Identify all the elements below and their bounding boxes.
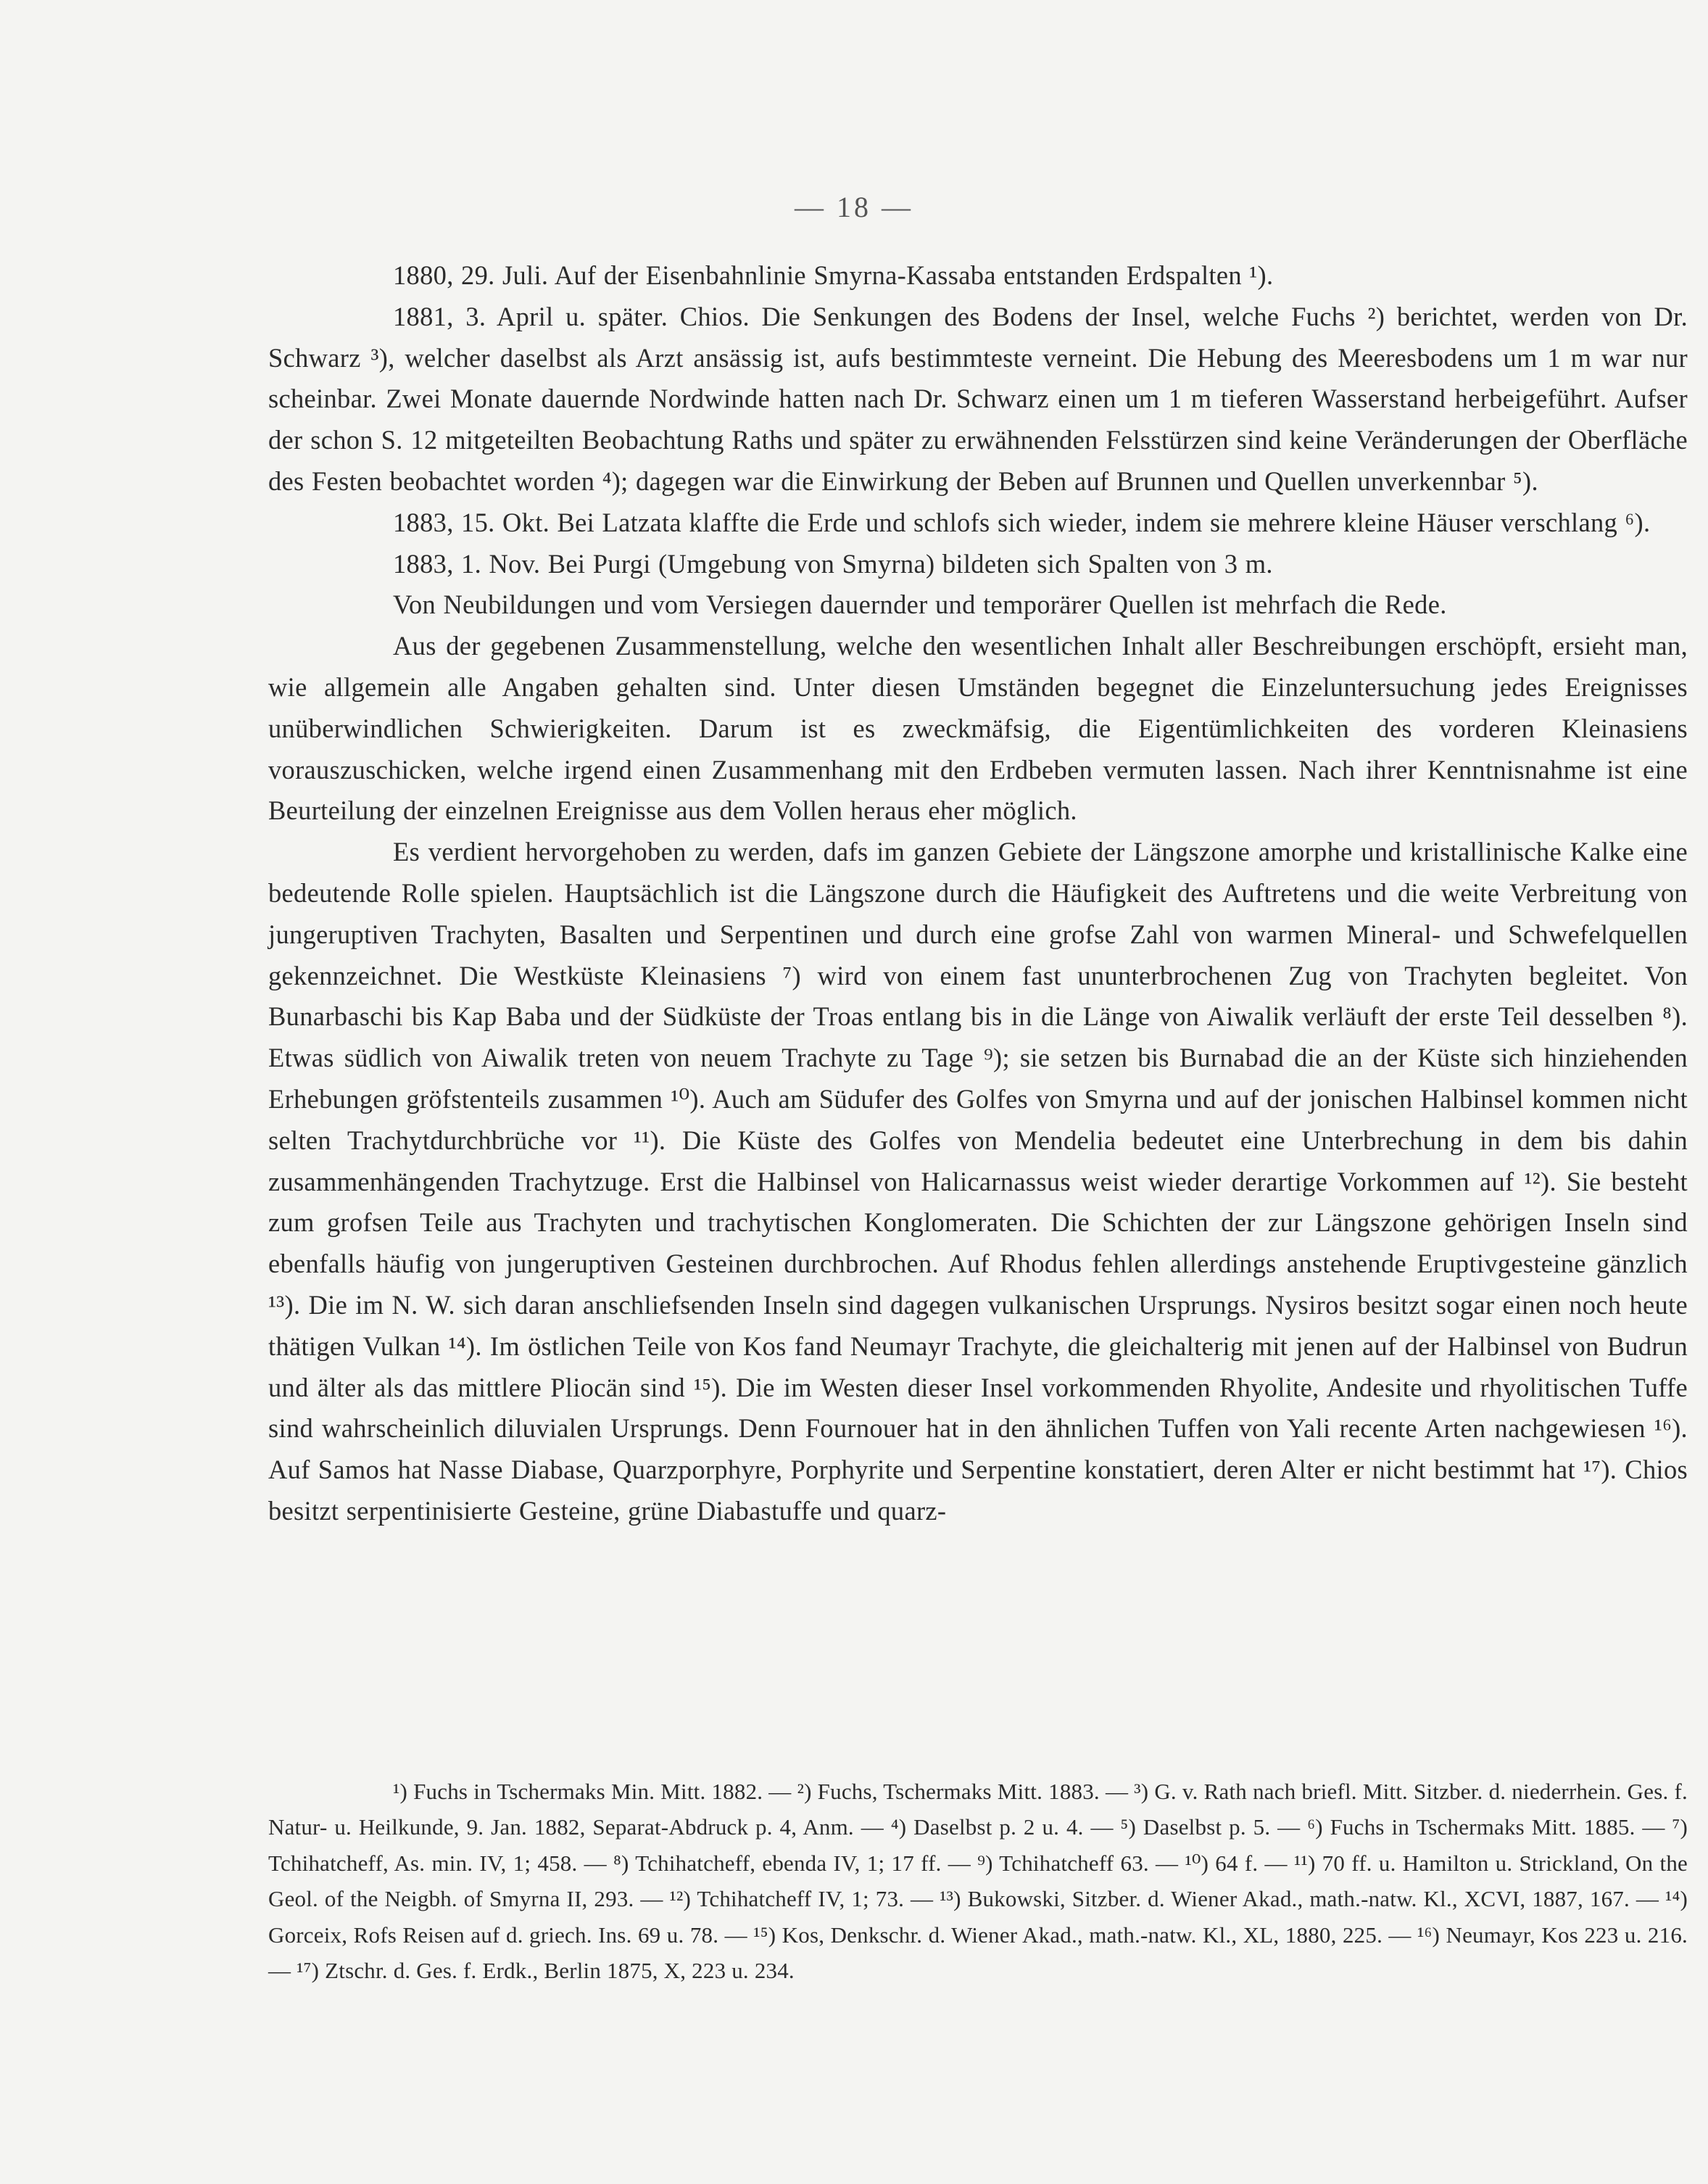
paragraph-1880: 1880, 29. Juli. Auf der Eisenbahnlinie Smyrna-Kassaba entstanden Erdspalten ¹). <box>393 260 1274 290</box>
page-number: — 18 — <box>795 191 913 223</box>
paragraph-neubildungen: Von Neubildungen und vom Versiegen dauernder und temporärer Quellen ist mehrfach die Rede. <box>393 590 1447 620</box>
footnotes: ¹) Fuchs in Tschermaks Min. Mitt. 1882. — ²) Fuchs, Tschermaks Mitt. 1883. — ³) G. v. Rath nach briefl. Mitt. Sitzber. d. niederrhein. Ges. f. Natur- u. Heilkunde, 9. Jan. 1882, Separat-Abdruck p. 4, Anm. — ⁴) Daselbst p. 2 u. 4. — ⁵) Daselbst p. 5. — ⁶) Fuchs in Tschermaks Mitt. 1885. — ⁷) Tchihatcheff, As. min. IV, 1; 458. — ⁸) Tchihatcheff, ebenda IV, 1; 17 ff. — ⁹) Tchihatcheff 63. — ¹⁰) 64 f. — ¹¹) 70 ff. u. Hamilton u. Strickland, On the Geol. of the Neigbh. of Smyrna II, 293. — ¹²) Tchihatcheff IV, 1; 73. — ¹³) Bukowski, Sitzber. d. Wiener Akad., math.-natw. Kl., XCVI, 1887, 167. — ¹⁴) Gorceix, Rofs Reisen auf d. griech. Ins. 69 u. 78. — ¹⁵) Kos, Denkschr. d. Wiener Akad., math.-natw. Kl., XL, 1880, 225. — ¹⁶) Neumayr, Kos 223 u. 216. — ¹⁷) Ztschr. d. Ges. f. Erdk., Berlin 1875, X, 223 u. 234. <box>268 1779 1688 1984</box>
paragraph-1881: 1881, 3. April u. später. Chios. Die Senkungen des Bodens der Insel, welche Fuchs ²) berichtet, werden von Dr. Schwarz ³), welcher daselbst als Arzt ansässig ist, aufs bestimmteste verneint. Die Hebung des Meeresbodens um 1 m war nur scheinbar. Zwei Monate dauernde Nordwinde hatten nach Dr. Schwarz einen um 1 m tieferen Wasserstand herbeigeführt. Aufser der schon S. 12 mitgeteilten Beobachtung Raths und später zu erwähnenden Felsstürzen sind keine Veränderungen der Oberfläche des Festen beobachtet worden ⁴); dagegen war die Einwirkung der Beben auf Brunnen und Quellen unverkennbar ⁵). <box>268 301 1688 496</box>
paragraph-laengszone: Es verdient hervorgehoben zu werden, dafs im ganzen Gebiete der Längszone amorphe und kristallinische Kalke eine bedeutende Rolle spielen. Hauptsächlich ist die Längszone durch die Häufigkeit des Auftretens und die weite Verbreitung von jungeruptiven Trachyten, Basalten und Serpentinen und durch eine grofse Zahl von warmen Mineral- und Schwefelquellen gekennzeichnet. Die Westküste Kleinasiens ⁷) wird von einem fast ununterbrochenen Zug von Trachyten begleitet. Von Bunarbaschi bis Kap Baba und der Südküste der Troas entlang bis in die Länge von Aiwalik verläuft der erste Teil desselben ⁸). Etwas südlich von Aiwalik treten von neuem Trachyte zu Tage ⁹); sie setzen bis Burnabad die an der Küste sich hinziehenden Erhebungen gröfstenteils zusammen ¹⁰). Auch am Südufer des Golfes von Smyrna und auf der jonischen Halbinsel kommen nicht selten Trachytdurchbrüche vor ¹¹). Die Küste des Golfes von Mendelia bedeutet eine Unterbrechung in dem bis dahin zusammenhängenden Trachytzuge. Erst die Halbinsel von Halicarnassus weist wieder derartige Vorkommen auf ¹²). Sie besteht zum grofsen Teile aus Trachyten und trachytischen Konglomeraten. Die Schichten der zur Längszone gehörigen Inseln sind ebenfalls häufig von jungeruptiven Gesteinen durchbrochen. Auf Rhodus fehlen allerdings anstehende Eruptivgesteine gänzlich ¹³). Die im N. W. sich daran anschliefsenden Inseln sind dagegen vulkanischen Ursprungs. Nysiros besitzt sogar einen noch heute thätigen Vulkan ¹⁴). Im östlichen Teile von Kos fand Neumayr Trachyte, die gleichalterig mit jenen auf der Halbinsel von Budrun und älter als das mittlere Pliocän sind ¹⁵). Die im Westen dieser Insel vorkommenden Rhyolite, Andesite und rhyolitischen Tuffe sind wahrscheinlich diluvialen Ursprungs. Denn Fournouer hat in den ähnlichen Tuffen von Yali recente Arten nachgewiesen ¹⁶). Auf Samos hat Nasse Diabase, Quarzporphyre, Porphyrite und Serpentine konstatiert, deren Alter er nicht bestimmt hat ¹⁷). Chios besitzt serpentinisierte Gesteine, grüne Diabastuffe und quarz- <box>268 837 1688 1526</box>
paragraph-1883-okt: 1883, 15. Okt. Bei Latzata klaffte die Erde und schlofs sich wieder, indem sie mehrere kleine Häuser verschlang ⁶). <box>393 507 1651 537</box>
body-text <box>268 255 1688 1532</box>
paragraph-zusammenstellung: Aus der gegebenen Zusammenstellung, welche den wesentlichen Inhalt aller Beschreibungen erschöpft, ersieht man, wie allgemein alle Angaben gehalten sind. Unter diesen Umständen begegnet die Einzeluntersuchung jedes Ereignisses unüberwindlichen Schwierigkeiten. Darum ist es zweckmäfsig, die Eigentümlichkeiten des vorderen Kleinasiens vorauszuschicken, welche irgend einen Zusammenhang mit den Erdbeben vermuten lassen. Nach ihrer Kenntnisnahme ist eine Beurteilung der einzelnen Ereignisse aus dem Vollen heraus eher möglich. <box>268 631 1688 826</box>
paragraph-1883-nov: 1883, 1. Nov. Bei Purgi (Umgebung von Smyrna) bildeten sich Spalten von 3 m. <box>393 548 1273 579</box>
